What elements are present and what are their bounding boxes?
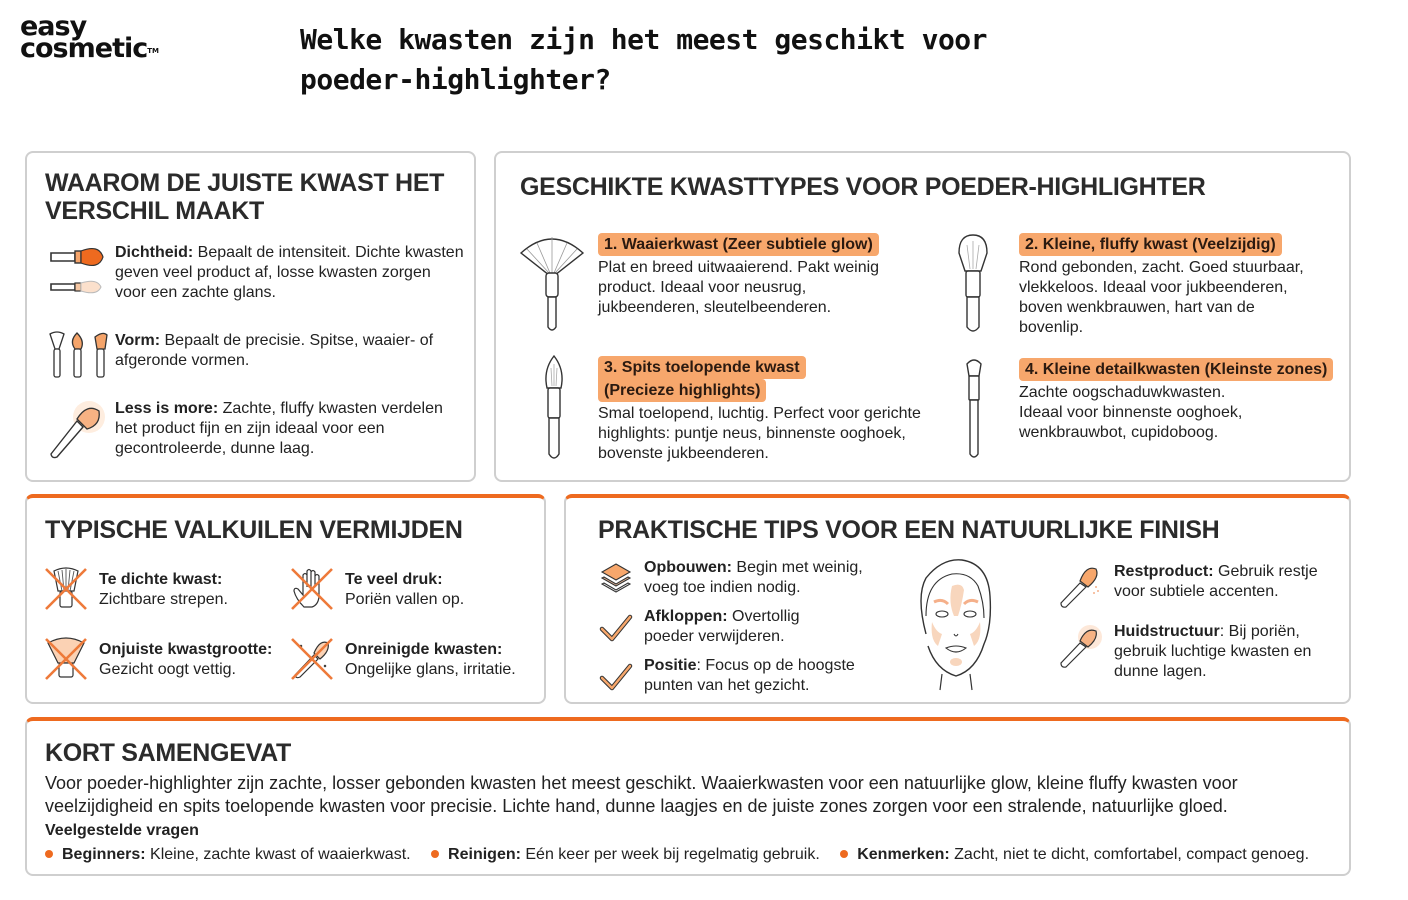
fan-brush-icon: [516, 231, 588, 333]
pitfall-label: Te veel druk:: [345, 571, 443, 588]
brush-shapes-icon: [45, 331, 113, 381]
tapered-brush-icon: [534, 354, 574, 464]
logo-line-1: easy: [20, 11, 87, 42]
faq-item: [431, 846, 820, 863]
pitfalls-heading: TYPISCHE VALKUILEN VERMIJDEN: [45, 516, 463, 544]
brush-type-item: [516, 231, 916, 341]
brush-type-text-block: [598, 233, 918, 318]
brush-residue-icon: [1056, 562, 1104, 610]
why-item-text: [115, 399, 465, 459]
pitfall-description: Gezicht oogt vettig.: [99, 661, 236, 678]
brush-type-description: Zachte oogschaduwkwasten. Ideaal voor binnenste ooghoek, wenkbrauwbot, cupidoboog.: [1019, 384, 1243, 441]
why-item-label: Dichtheid:: [115, 244, 194, 261]
tip-description: Overtollig poeder verwijderen.: [644, 608, 800, 645]
logo-wordmark: cosmetic: [20, 33, 148, 64]
brush-type-text-block: [1019, 233, 1349, 338]
faq-answer: Zacht, niet te dicht, comfortabel, compact genoeg.: [949, 846, 1310, 863]
tip-item: [1056, 622, 1346, 682]
brush-type-text-block: [1019, 358, 1349, 443]
tip-text: [644, 607, 844, 647]
brush-type-label-wrap: [1019, 233, 1349, 256]
tip-item: [596, 558, 896, 598]
pitfall-label: Onjuiste kwastgrootte:: [99, 641, 273, 658]
tip-text: [1114, 622, 1334, 682]
small-fluffy-brush-icon: [951, 231, 995, 337]
summary-heading: KORT SAMENGEVAT: [45, 739, 291, 767]
fluffy-brush-icon: [45, 399, 113, 463]
layers-icon: [596, 558, 636, 598]
tip-label: Restproduct:: [1114, 563, 1214, 580]
trademark: TM: [147, 47, 159, 55]
brush-type-label-wrap: [598, 356, 948, 379]
tip-text: [644, 558, 884, 598]
pitfall-text: [345, 640, 516, 680]
why-item-label: Vorm:: [115, 332, 161, 349]
faq-label: Beginners:: [62, 846, 146, 863]
dense-and-loose-brush-icon: [45, 243, 113, 303]
pitfall-description: Zichtbare strepen.: [99, 591, 228, 608]
why-item-text: [115, 331, 465, 371]
checkmark-icon: [596, 607, 636, 647]
tip-label: Afkloppen:: [644, 608, 728, 625]
brand-logo: [20, 11, 159, 64]
pitfall-text: [99, 570, 228, 610]
pitfall-item: [289, 566, 464, 612]
why-item-description: Bepaalt de intensiteit. Dichte kwasten geven veel product af, losse kwasten zorgen voor een zachte glans.: [115, 244, 464, 301]
tip-text: [1114, 562, 1334, 602]
logo-line-2: [20, 33, 159, 64]
checkmark-icon: [596, 656, 636, 696]
brush-type-label: 4. Kleine detailkwasten (Kleinste zones): [1019, 358, 1333, 381]
tip-description: : Bij poriën, gebruik luchtige kwasten en dunne lagen.: [1114, 623, 1312, 680]
why-item-description: Bepaalt de precisie. Spitse, waaier- of afgeronde vormen.: [115, 332, 434, 369]
why-item-description: Zachte, fluffy kwasten verdelen het product fijn en zijn ideaal voor een gecontroleerde, dunne laag.: [115, 400, 443, 457]
tip-text: [644, 656, 884, 696]
tip-label: Huidstructuur: [1114, 623, 1220, 640]
airy-brush-icon: [1056, 622, 1104, 670]
tip-item: [596, 656, 896, 696]
bullet-icon: [840, 850, 848, 858]
pitfall-item: [289, 636, 516, 682]
tip-label: Positie: [644, 657, 697, 674]
summary-card: [25, 717, 1351, 876]
brush-type-description: Smal toelopend, luchtig. Perfect voor gerichte highlights: puntje neus, binnenste ooghoek, bovenste jukbeenderen.: [598, 405, 921, 462]
why-item: [45, 331, 465, 381]
brush-type-description: Rond gebonden, zacht. Goed stuurbaar, vlekkeloos. Ideaal voor jukbeenderen, boven wenkbrauwen, hart van de bovenlip.: [1019, 259, 1304, 336]
why-card: [25, 151, 476, 482]
faq-label: Reinigen:: [448, 846, 521, 863]
brush-type-label-wrap: [1019, 358, 1349, 381]
brush-type-label-wrap: [598, 379, 948, 402]
pitfall-text: [99, 640, 272, 680]
brush-types-heading: GESCHIKTE KWASTTYPES VOOR POEDER-HIGHLIGHTER: [520, 173, 1206, 201]
brush-type-label: 1. Waaierkwast (Zeer subtiele glow): [598, 233, 879, 256]
faq-answer: Kleine, zachte kwast of waaierkwast.: [145, 846, 411, 863]
faq-answer: Eén keer per week bij regelmatig gebruik.: [520, 846, 820, 863]
pitfall-item: [43, 636, 272, 682]
brush-type-label-line1: 3. Spits toelopende kwast: [598, 356, 806, 379]
tip-description: Gebruik restje voor subtiele accenten.: [1114, 563, 1318, 600]
why-heading: WAAROM DE JUISTE KWAST HET VERSCHIL MAAKT: [45, 169, 445, 225]
bullet-icon: [431, 850, 439, 858]
tip-description: Begin met weinig, voeg toe indien nodig.: [644, 559, 863, 596]
brush-type-text-block: [598, 356, 948, 464]
tips-heading: PRAKTISCHE TIPS VOOR EEN NATUURLIJKE FINISH: [598, 516, 1220, 544]
page-title: Welke kwasten zijn het meest geschikt voor poeder-highlighter?: [300, 23, 988, 96]
faq-item: [45, 846, 411, 863]
faq-heading: Veelgestelde vragen: [45, 822, 199, 839]
faq-label: Kenmerken:: [857, 846, 950, 863]
brush-type-label: 2. Kleine, fluffy kwast (Veelzijdig): [1019, 233, 1282, 256]
pitfall-description: Ongelijke glans, irritatie.: [345, 661, 516, 678]
pitfalls-card: [25, 494, 546, 704]
brush-type-description: Plat en breed uitwaaierend. Pakt weinig product. Ideaal voor neusrug, jukbeenderen, sleutelbeenderen.: [598, 259, 880, 316]
brush-type-item: [951, 231, 1341, 341]
tip-item: [596, 607, 896, 647]
why-item: [45, 399, 465, 463]
pitfall-text: [345, 570, 464, 610]
brush-type-item: [516, 354, 956, 464]
tips-card: [564, 494, 1351, 704]
tip-label: Opbouwen:: [644, 559, 732, 576]
summary-text: Voor poeder-highlighter zijn zachte, losser gebonden kwasten het meest geschikt. Waaierkwasten voor een natuurlijke glow, kleine fluffy kwasten voor veelzijdigheid en spits toelopende kwasten voor precisie. Lichte hand, dunne laagjes en de juiste zones zorgen voor een stralende, natuurlijke gloed.: [45, 773, 1238, 816]
why-item: [45, 243, 465, 303]
detail-brush-icon: [959, 358, 989, 464]
brush-type-label-wrap: [598, 233, 918, 256]
brush-type-item: [951, 358, 1351, 468]
pitfall-item: [43, 566, 228, 612]
pitfall-label: Te dichte kwast:: [99, 571, 223, 588]
bullet-icon: [45, 850, 53, 858]
why-item-text: [115, 243, 465, 303]
why-item-label: Less is more:: [115, 400, 219, 417]
faq-list: [45, 846, 1345, 864]
dense-brush-crossed-icon: [43, 566, 89, 612]
wrong-size-brush-crossed-icon: [43, 636, 89, 682]
tip-description: : Focus op de hoogste punten van het gezicht.: [644, 657, 855, 694]
brush-types-card: [494, 151, 1351, 482]
hand-crossed-icon: [289, 566, 335, 612]
dirty-brush-crossed-icon: [289, 636, 335, 682]
faq-item: [840, 846, 1309, 863]
pitfall-label: Onreinigde kwasten:: [345, 641, 503, 658]
tip-item: [1056, 562, 1346, 610]
pitfall-description: Poriën vallen op.: [345, 591, 465, 608]
face-highlight-zones-icon: [912, 556, 1000, 692]
brush-type-label-line2: (Precieze highlights): [598, 379, 766, 402]
